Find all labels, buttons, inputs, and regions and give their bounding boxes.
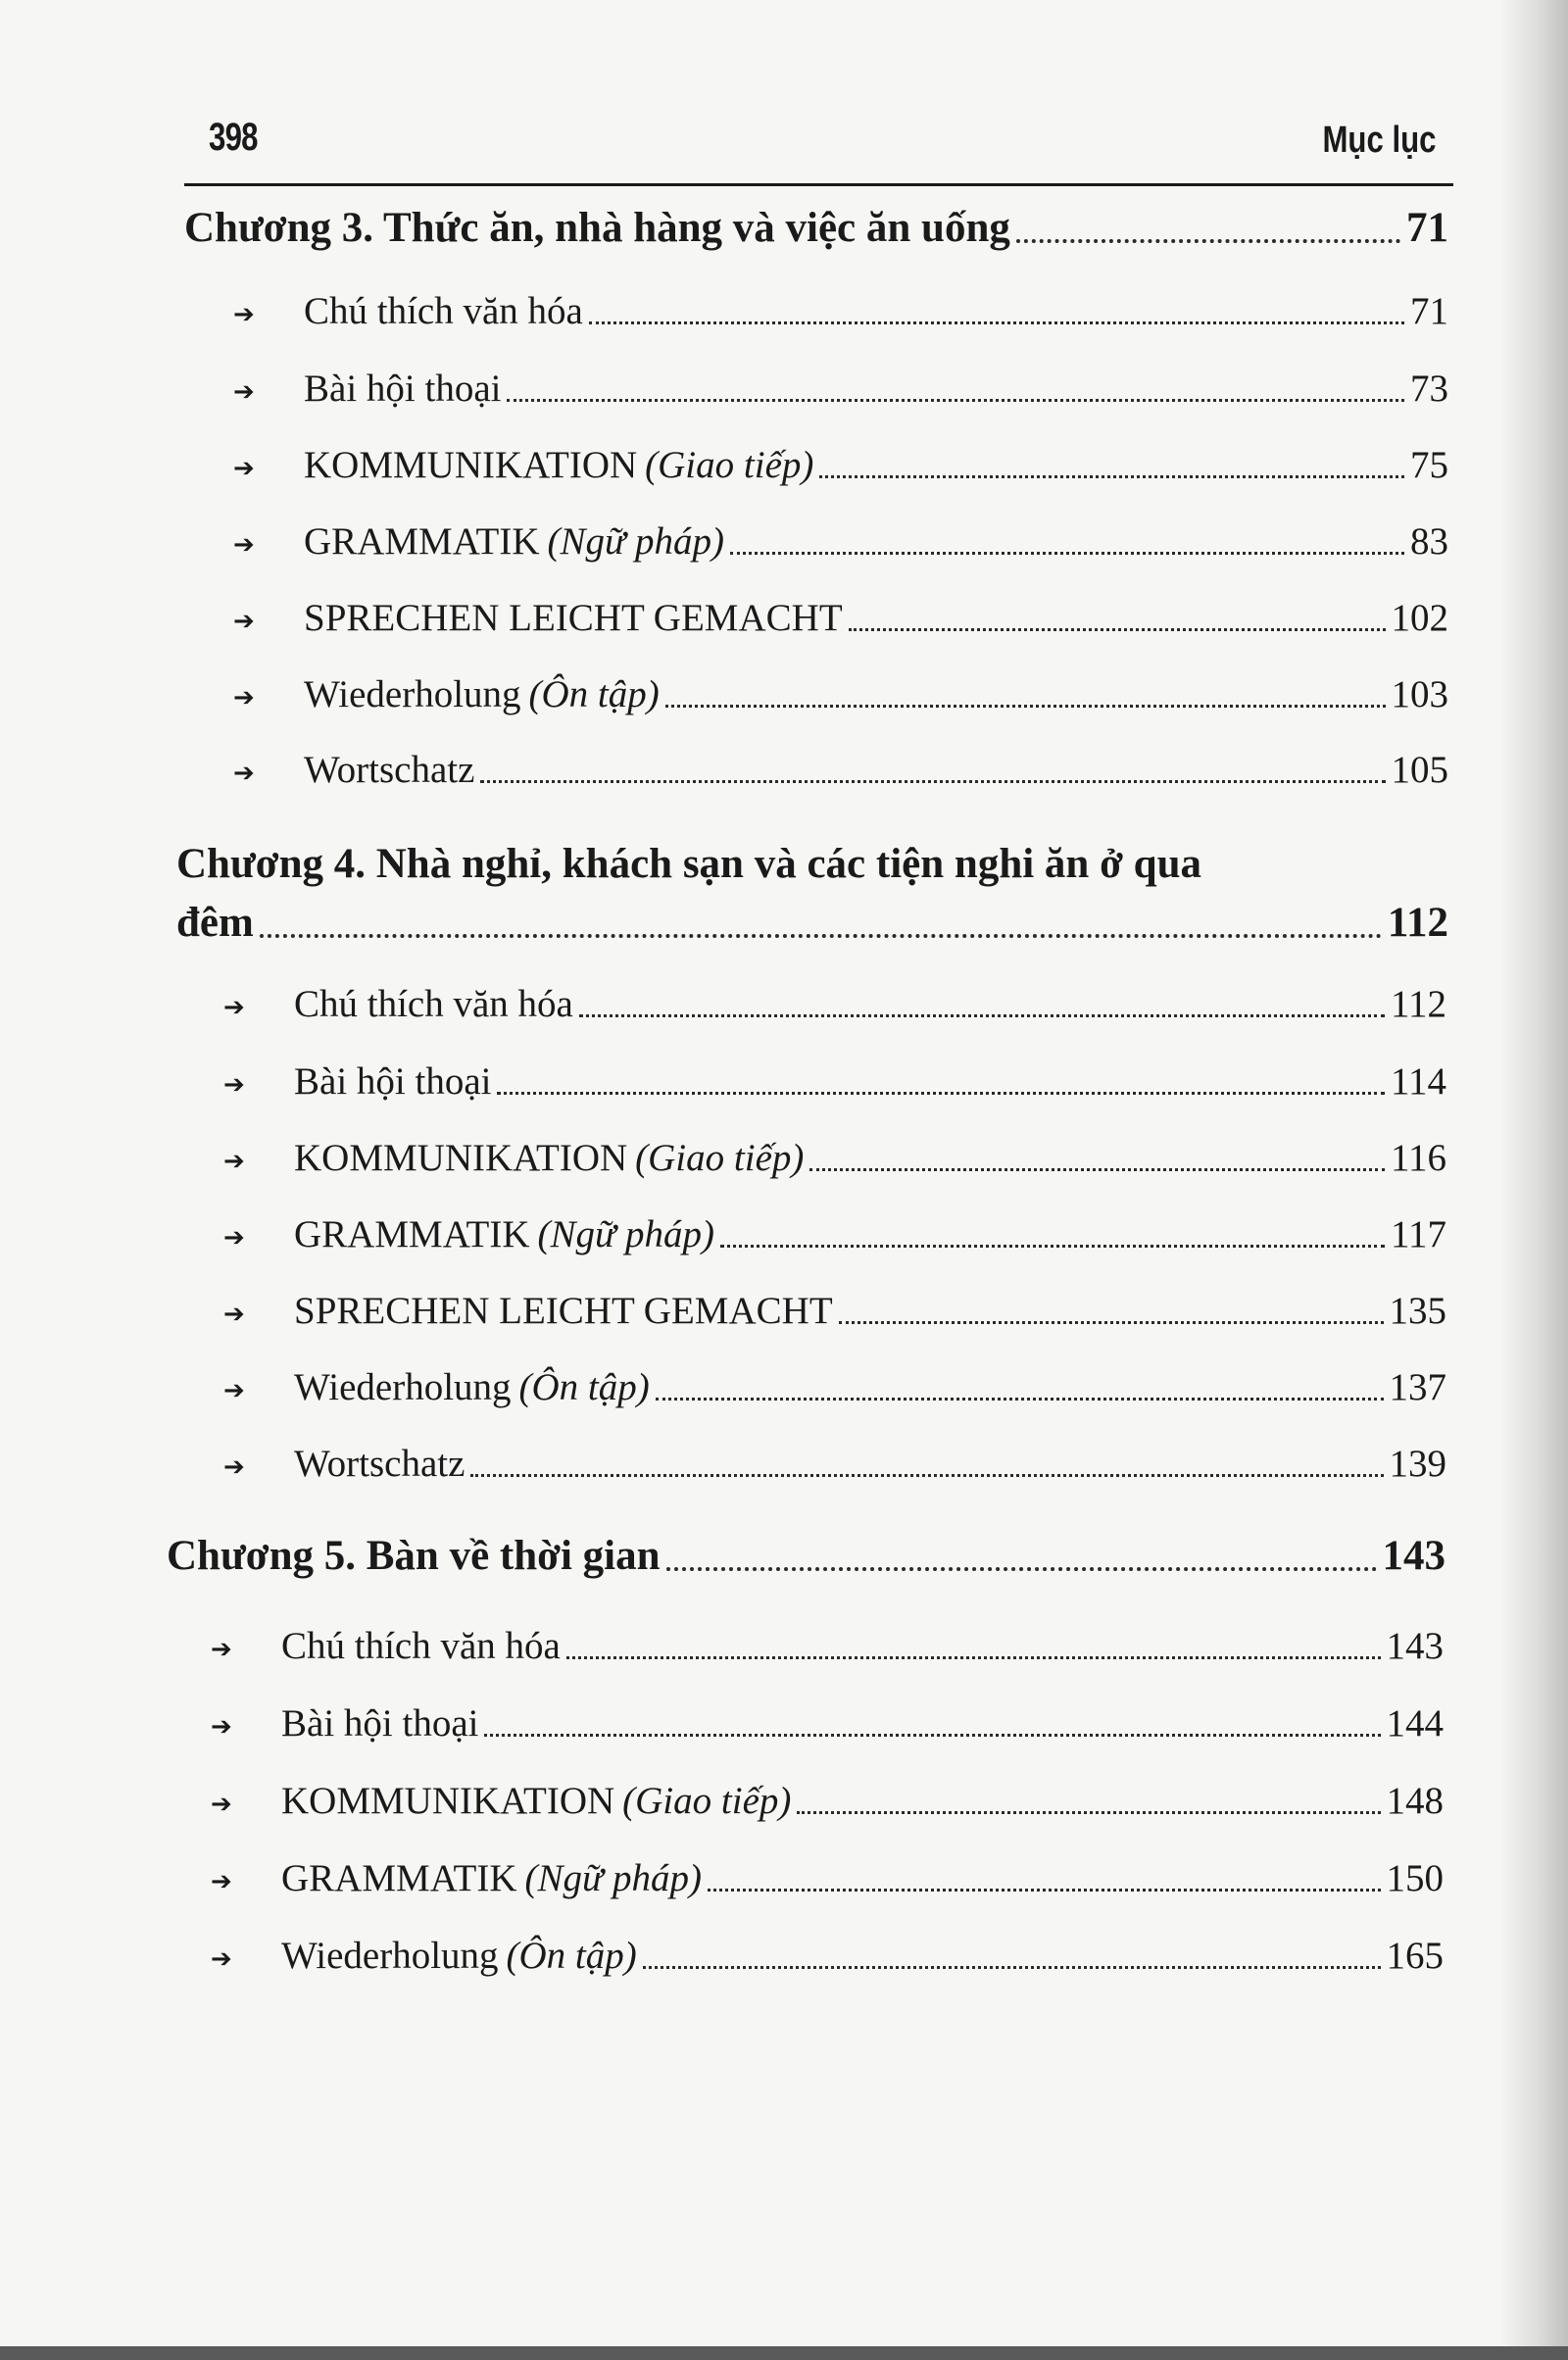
- arrow-icon: ➔: [223, 1300, 245, 1329]
- dot-leader: [849, 628, 1386, 631]
- dot-leader: [656, 1398, 1384, 1401]
- entry-label: Chú thích văn hóa: [281, 1625, 561, 1667]
- arrow-icon: ➔: [211, 1712, 232, 1742]
- toc-entry[interactable]: [223, 1136, 1446, 1180]
- entry-label: SPRECHEN LEICHT GEMACHT: [294, 1290, 833, 1332]
- entry-label: Bài hội thoại: [294, 1060, 492, 1103]
- chapter-page: 143: [1382, 1533, 1446, 1579]
- toc-chapter-3[interactable]: [184, 204, 1448, 252]
- chapter-title: Chương 5. Bàn về thời gian: [167, 1533, 661, 1579]
- entry-page: 165: [1386, 1935, 1444, 1977]
- entry-label: Bài hội thoại: [281, 1702, 479, 1745]
- dot-leader: [480, 780, 1385, 783]
- dot-leader: [708, 1889, 1380, 1892]
- entry-page: 137: [1389, 1366, 1446, 1408]
- entry-label: Chú thích văn hóa: [294, 983, 573, 1025]
- dot-leader: [566, 1656, 1381, 1659]
- entry-label: KOMMUNIKATION (Giao tiếp): [304, 444, 814, 486]
- arrow-icon: ➔: [223, 1223, 245, 1253]
- arrow-icon: ➔: [223, 993, 245, 1022]
- toc-entry[interactable]: [233, 748, 1448, 792]
- toc-entry[interactable]: [211, 1779, 1444, 1823]
- entry-label: KOMMUNIKATION (Giao tiếp): [281, 1780, 792, 1822]
- toc-entry[interactable]: [233, 289, 1448, 333]
- toc-entry[interactable]: [211, 1624, 1444, 1668]
- dot-leader: [665, 705, 1386, 708]
- toc-entry[interactable]: [223, 1059, 1446, 1104]
- entry-page: 105: [1391, 749, 1448, 791]
- entry-page: 150: [1386, 1857, 1444, 1899]
- arrow-icon: ➔: [223, 1147, 245, 1176]
- toc-chapter-4-line1: Chương 4. Nhà nghỉ, khách sạn và các tiện nghi ăn ở qua: [176, 841, 1201, 887]
- dot-leader: [730, 552, 1404, 555]
- chapter-title: đêm: [176, 900, 254, 946]
- entry-page: 116: [1390, 1137, 1446, 1179]
- entry-page: 102: [1391, 597, 1448, 639]
- dot-leader: [589, 321, 1404, 324]
- toc-entry[interactable]: [223, 1442, 1446, 1486]
- toc-entry[interactable]: [233, 367, 1448, 411]
- dot-leader: [720, 1245, 1385, 1248]
- chapter-title: Chương 3. Thức ăn, nhà hàng và việc ăn uống: [184, 205, 1010, 251]
- entry-label: Wiederholung (Ôn tập): [281, 1935, 637, 1977]
- arrow-icon: ➔: [233, 759, 255, 788]
- arrow-icon: ➔: [211, 1635, 232, 1664]
- dot-leader: [666, 1567, 1377, 1571]
- dot-leader: [809, 1168, 1385, 1171]
- arrow-icon: ➔: [211, 1944, 232, 1974]
- arrow-icon: ➔: [211, 1867, 232, 1896]
- entry-page: 103: [1391, 673, 1448, 715]
- dot-leader: [579, 1014, 1385, 1017]
- dot-leader: [819, 475, 1404, 478]
- entry-label: Wiederholung (Ôn tập): [304, 673, 660, 715]
- entry-page: 73: [1410, 368, 1448, 410]
- entry-label: Wiederholung (Ôn tập): [294, 1366, 650, 1408]
- chapter-page: 71: [1406, 205, 1448, 251]
- toc-entry[interactable]: [223, 1289, 1446, 1333]
- toc-chapter-4[interactable]: [176, 899, 1448, 947]
- entry-page: 143: [1386, 1625, 1444, 1667]
- entry-page: 117: [1390, 1213, 1446, 1255]
- dot-leader: [1016, 239, 1400, 243]
- entry-label: SPRECHEN LEICHT GEMACHT: [304, 597, 843, 639]
- arrow-icon: ➔: [233, 300, 255, 329]
- dot-leader: [643, 1966, 1381, 1969]
- entry-page: 114: [1390, 1060, 1446, 1103]
- arrow-icon: ➔: [233, 377, 255, 407]
- entry-label: GRAMMATIK (Ngữ pháp): [281, 1857, 703, 1899]
- dot-leader: [797, 1811, 1380, 1814]
- entry-page: 135: [1389, 1290, 1446, 1332]
- dot-leader: [497, 1092, 1384, 1095]
- dot-leader: [470, 1474, 1383, 1477]
- entry-page: 144: [1386, 1702, 1444, 1745]
- toc-entry[interactable]: [233, 672, 1448, 716]
- arrow-icon: ➔: [223, 1452, 245, 1482]
- toc-entry[interactable]: [211, 1701, 1444, 1745]
- dot-leader: [484, 1734, 1380, 1737]
- arrow-icon: ➔: [223, 1376, 245, 1405]
- toc-entry[interactable]: [233, 519, 1448, 564]
- entry-page: 75: [1410, 444, 1448, 486]
- entry-page: 112: [1390, 983, 1446, 1025]
- toc-entry[interactable]: [223, 982, 1446, 1026]
- running-title: Mục lục: [1321, 120, 1436, 161]
- toc-entry[interactable]: [211, 1856, 1444, 1900]
- arrow-icon: ➔: [211, 1790, 232, 1819]
- toc-entry[interactable]: [223, 1212, 1446, 1256]
- entry-label: Chú thích văn hóa: [304, 290, 583, 332]
- toc-chapter-5[interactable]: [167, 1532, 1446, 1580]
- chapter-page: 112: [1387, 900, 1448, 946]
- entry-page: 71: [1410, 290, 1448, 332]
- entry-label: GRAMMATIK (Ngữ pháp): [294, 1213, 715, 1255]
- arrow-icon: ➔: [233, 607, 255, 636]
- entry-label: Bài hội thoại: [304, 368, 502, 410]
- entry-page: 148: [1386, 1780, 1444, 1822]
- page-number: 398: [209, 116, 258, 159]
- entry-label: KOMMUNIKATION (Giao tiếp): [294, 1137, 805, 1179]
- arrow-icon: ➔: [233, 683, 255, 713]
- entry-page: 83: [1410, 520, 1448, 563]
- dot-leader: [260, 934, 1382, 938]
- dot-leader: [839, 1321, 1384, 1324]
- entry-label: Wortschatz: [294, 1443, 466, 1485]
- toc-entry[interactable]: [233, 443, 1448, 487]
- arrow-icon: ➔: [223, 1070, 245, 1100]
- dot-leader: [507, 399, 1404, 402]
- toc-entry[interactable]: [223, 1365, 1446, 1409]
- toc-entry[interactable]: [211, 1934, 1444, 1978]
- toc-entry[interactable]: [233, 596, 1448, 640]
- entry-label: GRAMMATIK (Ngữ pháp): [304, 520, 725, 563]
- entry-page: 139: [1389, 1443, 1446, 1485]
- arrow-icon: ➔: [233, 530, 255, 560]
- entry-label: Wortschatz: [304, 749, 475, 791]
- arrow-icon: ➔: [233, 454, 255, 483]
